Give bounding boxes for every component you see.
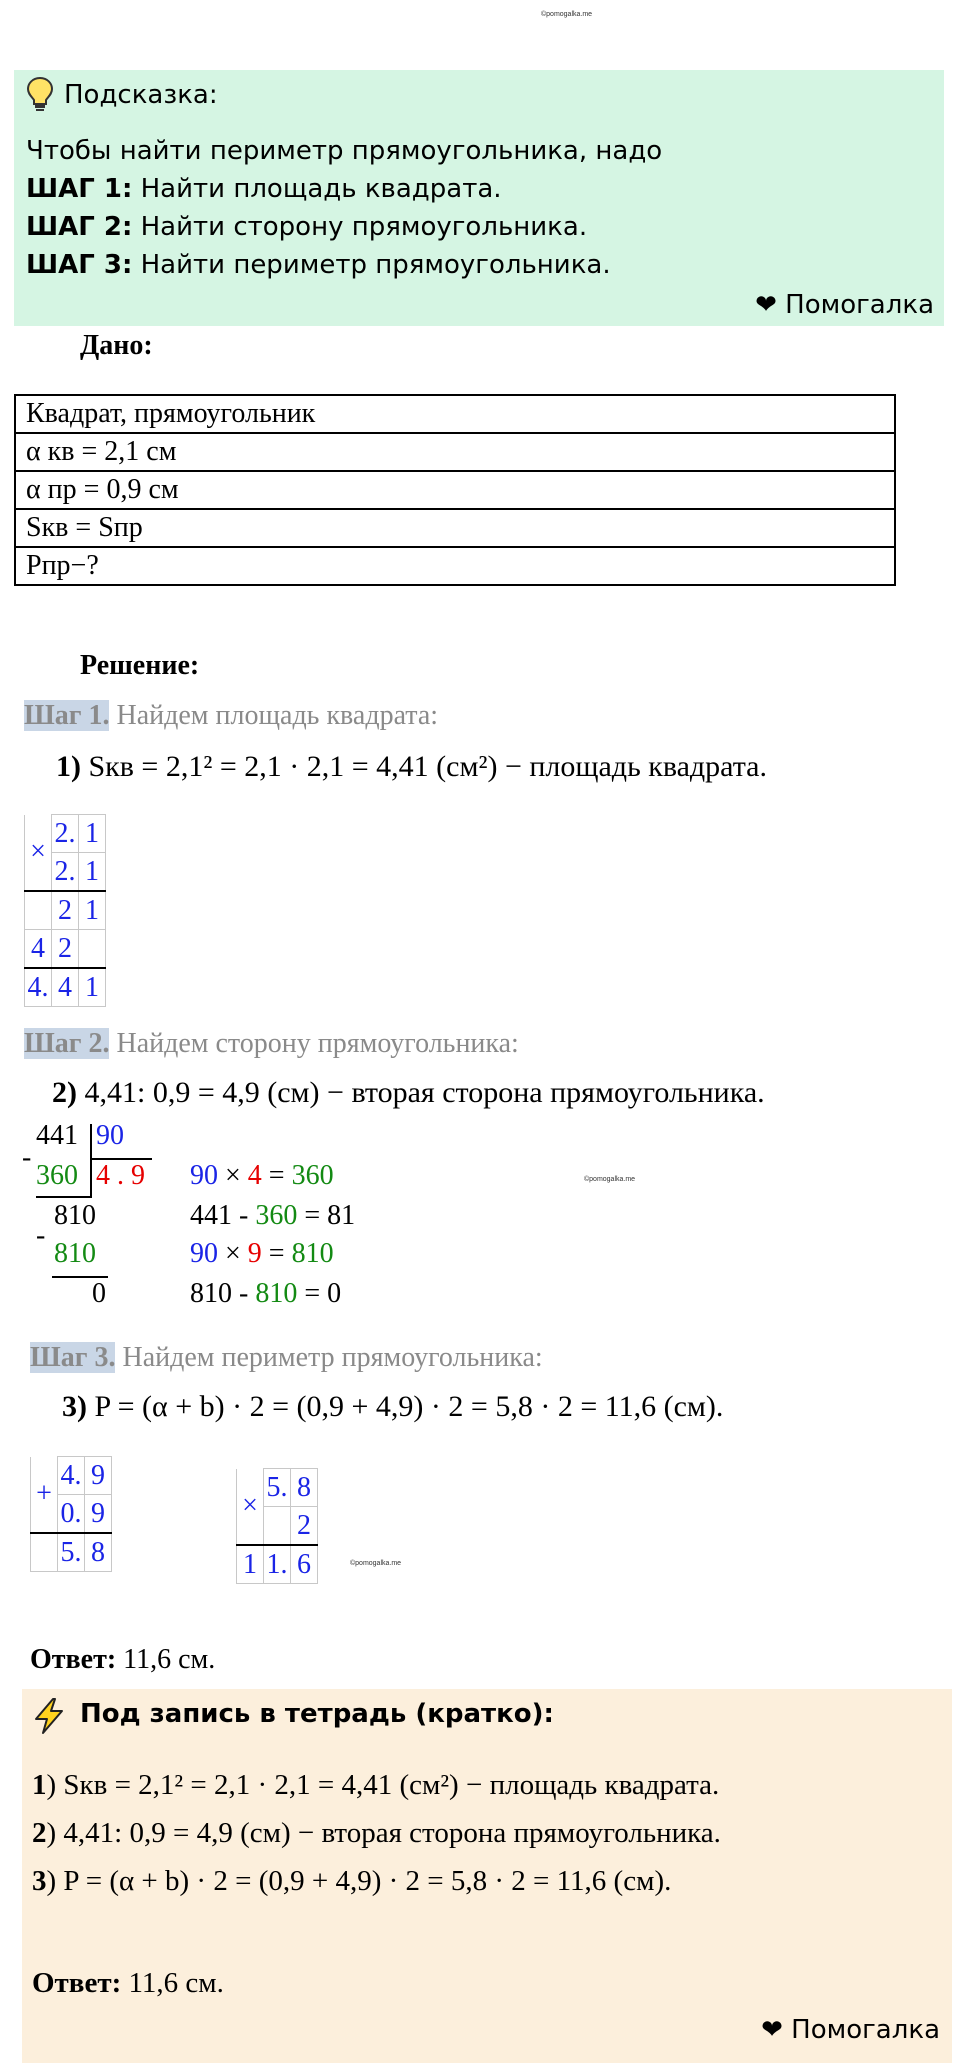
multiplication-2: × 5. 8 2 1 1. 6 <box>236 1468 318 1584</box>
subtrahend-2: 810 <box>54 1238 96 1269</box>
lightbulb-icon <box>26 76 54 117</box>
hint-step-1: ШАГ 1: Найти площадь квадрата. <box>26 174 502 204</box>
watermark-bottom: ©pomogalka.me <box>350 1560 402 1567</box>
multiplication-1: × 2. 1 2. 1 2 1 4 2 4. 4 1 <box>24 814 106 1007</box>
short-title: Под запись в тетрадь (кратко): <box>80 1699 554 1729</box>
multiply-sign: × <box>237 1469 264 1546</box>
step-3-equation: 3) P = (α + b) · 2 = (0,9 + 4,9) · 2 = 5,8 · 2 = 11,6 (см). <box>62 1390 724 1423</box>
quotient: 4 . 9 <box>96 1160 145 1191</box>
hint-box <box>14 70 944 326</box>
heart-icon: ❤ <box>755 290 777 320</box>
given-row: Pпр−? <box>15 547 895 585</box>
given-row: Sкв = Sпр <box>15 509 895 547</box>
division-note: 90 × 4 = 360 <box>190 1160 334 1191</box>
answer: Ответ: 11,6 см. <box>30 1644 216 1675</box>
dividend: 441 <box>36 1120 78 1151</box>
plus-sign: + <box>31 1457 58 1534</box>
hint-step-2: ШАГ 2: Найти сторону прямоугольника. <box>26 212 588 242</box>
division-note: 441 - 360 = 81 <box>190 1200 356 1231</box>
short-brand: ❤ Помогалка <box>761 2015 940 2045</box>
division-note: 810 - 810 = 0 <box>190 1278 342 1309</box>
remainder-1: 810 <box>54 1200 96 1231</box>
hint-title: Подсказка: <box>64 80 218 110</box>
short-line-1: 1) Sкв = 2,1² = 2,1 · 2,1 = 4,41 (см²) − площадь квадрата. <box>32 1769 720 1801</box>
minus-sign: - <box>36 1220 46 1251</box>
given-table <box>14 394 896 586</box>
short-answer: Ответ: 11,6 см. <box>32 1967 224 1999</box>
divisor: 90 <box>96 1120 124 1151</box>
hint-step-3: ШАГ 3: Найти периметр прямоугольника. <box>26 250 611 280</box>
watermark-top: ©pomogalka.me <box>541 11 593 18</box>
remainder-2: 0 <box>92 1278 106 1309</box>
multiply-sign: × <box>25 815 52 892</box>
short-note-box <box>22 1689 952 2063</box>
lightning-icon <box>30 1697 68 1740</box>
given-row: α кв = 2,1 см <box>15 433 895 471</box>
step-1-heading: Шаг 1. Найдем площадь квадрата: <box>24 700 439 731</box>
given-row: α пр = 0,9 см <box>15 471 895 509</box>
division-note: 90 × 9 = 810 <box>190 1238 334 1269</box>
hint-intro: Чтобы найти периметр прямоугольника, надо <box>26 136 663 166</box>
minus-sign: - <box>22 1142 32 1173</box>
short-line-3: 3) P = (α + b) · 2 = (0,9 + 4,9) · 2 = 5,8 · 2 = 11,6 (см). <box>32 1865 672 1897</box>
step-2-equation: 2) 4,41: 0,9 = 4,9 (см) − вторая сторона прямоугольника. <box>52 1076 765 1109</box>
addition: + 4. 9 0. 9 5. 8 <box>30 1456 112 1572</box>
heart-icon: ❤ <box>761 2015 783 2045</box>
step-1-equation: 1) Sкв = 2,1² = 2,1 · 2,1 = 4,41 (см²) − площадь квадрата. <box>56 750 768 783</box>
hint-brand: ❤ Помогалка <box>755 290 934 320</box>
subtrahend-1: 360 <box>36 1160 78 1191</box>
given-row: Квадрат, прямоугольник <box>15 395 895 433</box>
watermark-middle: ©pomogalka.me <box>584 1176 636 1183</box>
given-label: Дано: <box>80 330 153 361</box>
step-2-heading: Шаг 2. Найдем сторону прямоугольника: <box>24 1028 519 1059</box>
step-3-heading: Шаг 3. Найдем периметр прямоугольника: <box>30 1342 543 1373</box>
short-line-2: 2) 4,41: 0,9 = 4,9 (см) − вторая сторона прямоугольника. <box>32 1817 721 1849</box>
solution-label: Решение: <box>80 650 200 681</box>
division-line <box>36 1196 92 1198</box>
division-bar <box>90 1124 92 1196</box>
